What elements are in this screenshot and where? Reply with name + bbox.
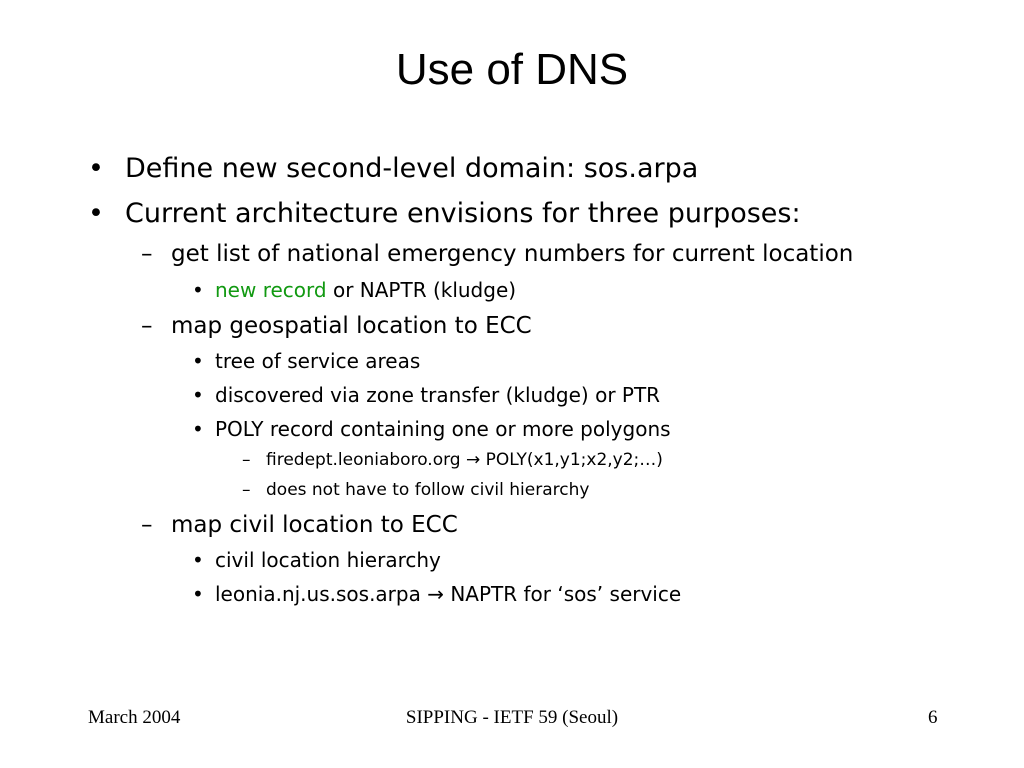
footer-page-number: 6	[928, 707, 938, 728]
bullet-marker: •	[192, 278, 204, 302]
level4-firedept	[266, 450, 663, 470]
highlighted-text: new record	[215, 278, 327, 302]
bullet-marker: •	[192, 383, 204, 407]
footer-date: March 2004	[88, 707, 181, 728]
bullet-marker: •	[192, 582, 204, 606]
dash-marker: –	[242, 480, 251, 500]
subsubbullet-tree-of-service-areas: tree of service areas	[215, 349, 421, 373]
subsubbullet-leonia-naptr	[215, 582, 681, 606]
footer-title: SIPPING - IETF 59 (Seoul)	[405, 707, 619, 728]
slide-title: Use of DNS	[395, 45, 629, 94]
bullet-marker: •	[192, 417, 204, 441]
bullet-marker: •	[192, 349, 204, 373]
bullet-text: leonia.nj.us.sos.arpa	[215, 582, 428, 606]
level4-civil-hierarchy: does not have to follow civil hierarchy	[266, 480, 590, 500]
dash-marker: –	[141, 512, 153, 538]
arrow-right-icon: →	[427, 582, 444, 606]
arrow-right-icon: →	[466, 450, 481, 470]
bullet-marker: •	[88, 198, 104, 229]
bullet-marker: •	[88, 153, 104, 184]
subsubbullet-civil-hierarchy: civil location hierarchy	[215, 548, 441, 572]
dash-marker: –	[242, 450, 251, 470]
subbullet-civil-location: map civil location to ECC	[171, 512, 458, 538]
bullet-current-architecture: Current architecture envisions for three purposes:	[125, 198, 801, 229]
bullet-text: NAPTR for ‘sos’ service	[443, 582, 682, 606]
bullet-define-domain: Define new second-level domain: sos.arpa	[125, 153, 699, 184]
bullet-text: firedept.leoniaboro.org	[266, 450, 466, 470]
bullet-text: or NAPTR (kludge)	[326, 278, 517, 302]
bullet-text: POLY(x1,y1;x2,y2;…)	[480, 450, 663, 470]
subsubbullet-poly-record: POLY record containing one or more polygons	[215, 417, 671, 441]
subsubbullet-new-record	[215, 278, 516, 302]
bullet-marker: •	[192, 548, 204, 572]
dash-marker: –	[141, 241, 153, 267]
subbullet-geospatial: map geospatial location to ECC	[171, 313, 532, 339]
subbullet-emergency-numbers: get list of national emergency numbers for current location	[171, 241, 854, 267]
dash-marker: –	[141, 313, 153, 339]
subsubbullet-zone-transfer: discovered via zone transfer (kludge) or PTR	[215, 383, 661, 407]
